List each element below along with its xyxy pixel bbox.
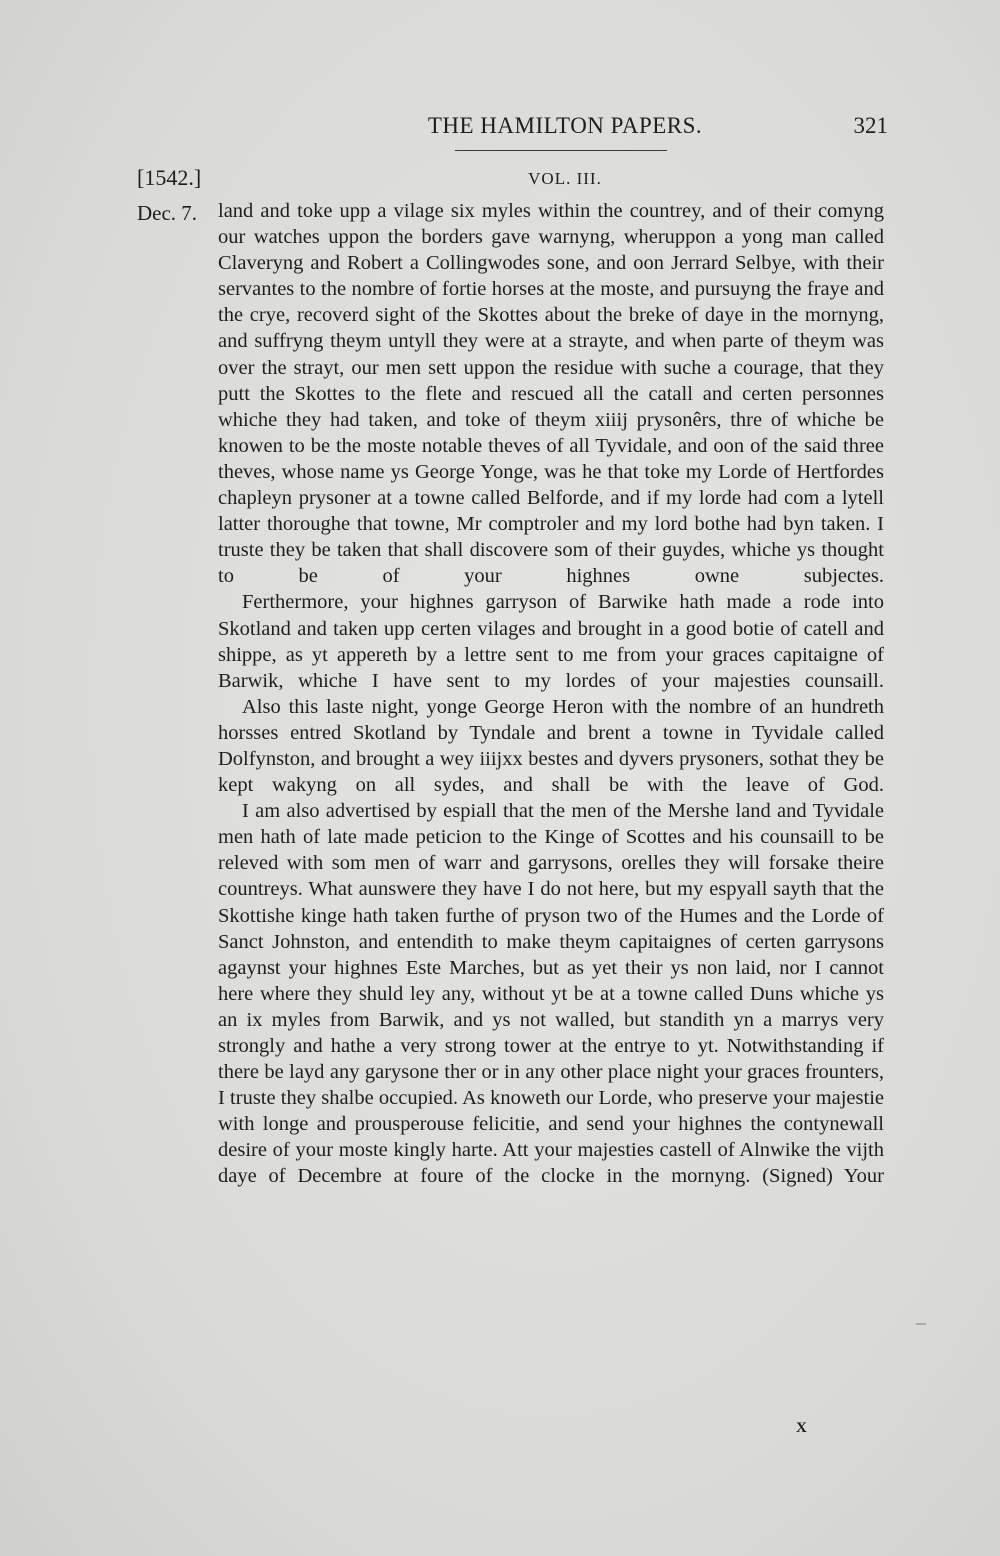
letter-body [218, 198, 884, 1190]
volume-label: VOL. III. [528, 169, 602, 188]
year-bracket: [1542.] [137, 165, 202, 190]
paragraph-4: I am also advertised by espiall that the men of the Mershe land and Tyvidale men hath of late made peticion to the Kinge of Scottes and his counsaill to be releved with som men of warr and garrysons, orelles they will forsake theire countreys. What aunswere they have I do not here, but my espyall sayth that the Skottishe kinge hath taken furthe of pryson two of the Humes and the Lorde of Sanct Johnston, and entendith to make theym capitaignes of certen garrysons agaynst your highnes Este Marches, but as yet their ys non laid, nor I cannot here where they shuld ley any, without yt be at a towne called Duns whiche ys an ix myles from Barwik, and ys not walled, but standith yn a marrys very strongly and hathe a very strong tower at the entrye to yt. Notwithstanding if there be layd any garysone ther or in any other place night your graces frounters, I truste they shalbe occupied. As knoweth our Lorde, who preserve your majestie with longe and prousperouse felicitie, and send your highnes the contynewall desire of your moste kingly harte. Att your majesties castell of Alnwike the vijth daye of Decembre at foure of the clocke in the mornyng. (Signed) Your [218, 800, 884, 1188]
page-number: 321 [853, 113, 888, 138]
running-title: THE HAMILTON PAPERS. [427, 113, 703, 138]
paragraph-2: Ferthermore, your highnes garryson of Barwike hath made a rode into Skotland and taken upp certen vilages and brought in a good botie of catell and shippe, as yt appereth by a lettre sent to me from your graces capitaigne of Barwik, whiche I have sent to my lordes of your majesties counsaill. [218, 591, 884, 692]
catchword: X [796, 1420, 808, 1436]
title-rule [455, 150, 667, 151]
paragraph-3: Also this laste night, yonge George Heron with the nombre of an hundreth horsses entred Skotland by Tyndale and brent a towne in Tyvidale called Dolfynston, and brought a wey iiijxx bestes and dyvers prysoners, sothat they be kept wakyng on all sydes, and shall be with the leave of God. [218, 695, 884, 797]
margin-mark [916, 1323, 926, 1325]
paragraph-1: land and toke upp a vilage six myles within the countrey, and of their comyng our watches uppon the borders gave warnyng, wheruppon a yong man called Claveryng and Robert a Collingwodes sone, and oon Jerrard Selbye, with their servantes to the nombre of fortie horses at the moste, and pursuyng the fraye and the crye, recoverd sight of the Skottes about the breke of daye in the mornyng, and suffryng theym untyll they were at a strayte, and when parte of theym was over the strayt, our men sett uppon the residue with suche a courage, that they putt the Skottes to the flete and rescued all the catall and certen personnes whiche they had taken, and toke of theym xiiij prysonêrs, thre of whiche be knowen to be the moste notable theves of all Tyvidale, and oon of the said three theves, whose name ys George Yonge, was he that toke my Lorde of Hertfordes chapleyn prysoner at a towne called Belforde, and if my lorde had com a lytell latter thoroughe that towne, Mr comptroler and my lord bothe had byn taken. I truste they be taken that shall discovere som of their guydes, whiche ys thought to be of your highnes owne subjectes. [218, 200, 884, 588]
margin-date: Dec. 7. [137, 201, 198, 225]
